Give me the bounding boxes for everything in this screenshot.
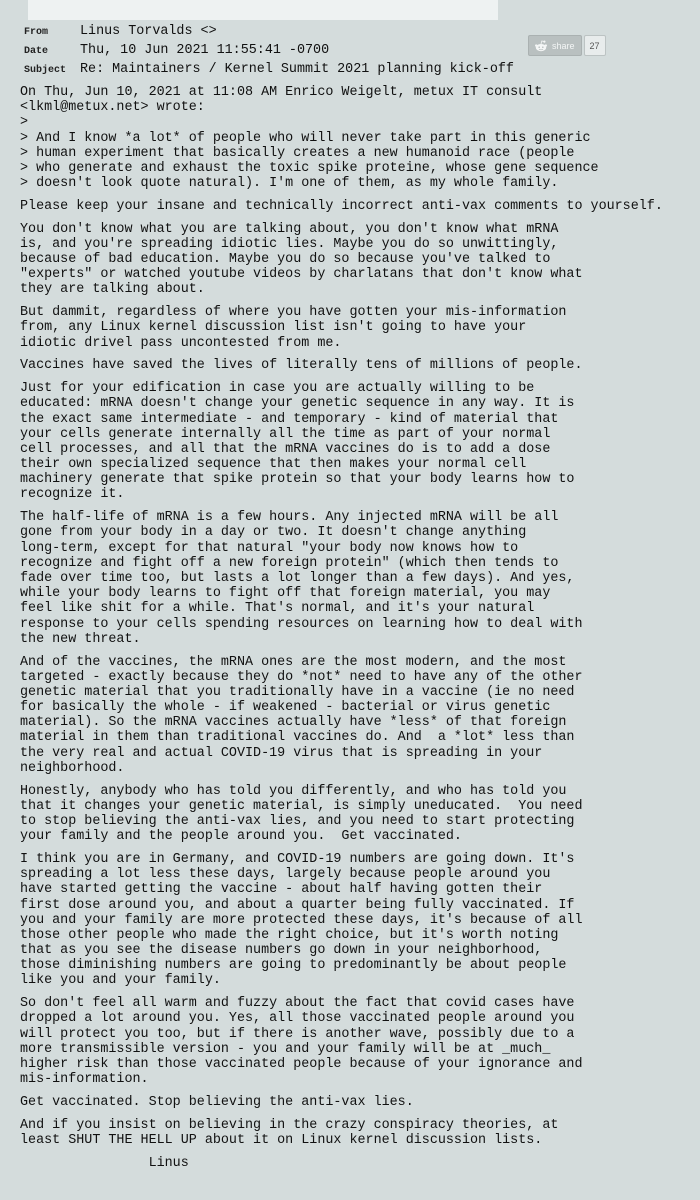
share-count: 27 <box>584 35 606 56</box>
body-line: genetic material that you traditionally have in a vaccine (ie no need <box>20 684 575 700</box>
body-line: You don't know what you are talking about, you don't know what mRNA <box>20 221 559 237</box>
paragraph <box>20 222 700 298</box>
body-line: educated: mRNA doesn't change your genetic sequence in any way. It is <box>20 396 575 412</box>
body-line: I think you are in Germany, and COVID-19 numbers are going down. It's <box>20 851 575 867</box>
body-line: first dose around you, and about a quarter being fully vaccinated. If <box>20 897 575 913</box>
body-line: material in them than traditional vaccines do. And a *lot* less than <box>20 730 575 746</box>
body-line: feel like shit for a while. That's normal, and it's your natural <box>20 601 535 617</box>
body-line: gone from your body in a day or two. It doesn't change anything <box>20 525 527 541</box>
paragraph <box>20 510 700 647</box>
body-line: long-term, except for that natural "your body now knows how to <box>20 540 519 556</box>
body-line: higher risk than those vaccinated people because of your ignorance and <box>20 1057 583 1072</box>
body-line: their own specialized sequence that then makes your normal cell <box>20 457 527 473</box>
body-line: recognize and fight off a new foreign protein" (which then tends to <box>20 555 559 571</box>
paragraph <box>20 996 700 1087</box>
body-line: the new threat. <box>20 631 141 647</box>
paragraph <box>20 784 700 845</box>
body-line: mis-information. <box>20 1072 149 1088</box>
header-subject <box>24 62 524 81</box>
body-line: to stop believing the anti-vax lies, and you need to start protecting <box>20 814 575 829</box>
body-line: those other people who made the right choice, but it's worth noting <box>20 927 559 943</box>
body-line: Get vaccinated. Stop believing the anti-vax lies. <box>20 1094 414 1110</box>
quote-line: > human experiment that basically creates a new humanoid race (people <box>20 145 575 161</box>
body-line: fade over time too, but lasts a lot longer than a few days). And yes, <box>20 571 575 586</box>
quote-line: > <box>20 115 29 131</box>
body-line: more transmissible version - you and your family will be at _much_ <box>20 1041 551 1057</box>
body-line: Please keep your insane and technically incorrect anti-vax comments to yourself. <box>20 198 663 214</box>
quote-line: <lkml@metux.net> wrote: <box>20 100 205 116</box>
body-line: that as you see the disease numbers go down in your neighborhood, <box>20 943 543 959</box>
signature <box>20 1156 700 1171</box>
body-line: Honestly, anybody who has told you differently, and who has told you <box>20 783 567 799</box>
paragraph <box>20 199 700 214</box>
header-subject-label: Subject <box>24 65 67 76</box>
body-line: will protect you too, but if there is another wave, possibly due to a <box>20 1026 575 1042</box>
body-line: idiotic drivel pass uncontested from me. <box>20 335 342 351</box>
body-line: that it changes your genetic material, is simply uneducated. You need <box>20 798 583 814</box>
body-line: from, any Linux kernel discussion list isn't going to have your <box>20 320 527 336</box>
body-line: But dammit, regardless of where you have gotten your mis-information <box>20 305 567 321</box>
quote-line: > doesn't look quote natural). I'm one of them, as my whole family. <box>20 176 559 192</box>
quote-line: > And I know *a lot* of people who will never take part in this generic <box>20 130 591 146</box>
body-line: Just for your edification in case you are actually willing to be <box>20 381 535 397</box>
paragraph <box>20 655 700 777</box>
body-line: spreading a lot less these days, largely because people around you <box>20 867 551 883</box>
body-line: they are talking about. <box>20 282 205 298</box>
paragraph <box>20 1118 700 1148</box>
paragraph <box>20 1095 700 1110</box>
body-line: least SHUT THE HELL UP about it on Linux kernel discussion lists. <box>20 1132 543 1148</box>
body-line: have started getting the vaccine - about half having gotten their <box>20 882 543 898</box>
quote-line: On Thu, Jun 10, 2021 at 11:08 AM Enrico Weigelt, metux IT consult <box>20 85 543 100</box>
body-line: And of the vaccines, the mRNA ones are the most modern, and the most <box>20 654 567 670</box>
body-line: targeted - exactly because they do *not* need to have any of the other <box>20 669 583 685</box>
body-line: while your body learns to fight off that foreign material, you may <box>20 586 551 602</box>
body-line: your cells generate internally all the time as part of your normal <box>20 426 551 442</box>
body-line: "experts" or watched youtube videos by charlatans that don't know what <box>20 267 583 283</box>
body-line: those diminishing numbers are going to predominantly be about people <box>20 958 567 974</box>
header-from <box>24 24 524 43</box>
paragraph <box>20 358 700 373</box>
header-date <box>24 43 524 62</box>
reddit-alien-icon <box>534 40 548 52</box>
body-line: the very real and actual COVID-19 virus that is spreading in your <box>20 745 543 761</box>
body-line: dropped a lot around you. Yes, all those vaccinated people around you <box>20 1011 575 1027</box>
body-line: for basically the whole - if weakened - bacterial or virus genetic <box>20 700 551 716</box>
body-line: cell processes, and all that the mRNA vaccines do is to add a dose <box>20 441 551 457</box>
paragraph <box>20 85 700 191</box>
body-line: The half-life of mRNA is a few hours. Any injected mRNA will be all <box>20 510 559 526</box>
paragraph <box>20 381 700 503</box>
body-line: your family and the people around you. Get vaccinated. <box>20 829 462 845</box>
paragraph <box>20 852 700 989</box>
body-line: And if you insist on believing in the crazy conspiracy theories, at <box>20 1117 559 1133</box>
body-line: material). So the mRNA vaccines actually have *less* of that foreign <box>20 715 567 731</box>
share-button[interactable] <box>528 35 582 56</box>
body-line: So don't feel all warm and fuzzy about the fact that covid cases have <box>20 996 575 1012</box>
body-line: response to your cells spending resources on learning how to deal with <box>20 616 583 632</box>
signature-name: Linus <box>148 1155 189 1171</box>
top-bar <box>28 0 498 20</box>
body-line: is, and you're spreading idiotic lies. Maybe you do so unwittingly, <box>20 236 559 252</box>
quote-line: > who generate and exhaust the toxic spike proteine, whose gene sequence <box>20 160 599 176</box>
header-from-label: From <box>24 27 49 38</box>
share-label: share <box>552 40 575 51</box>
body-line: neighborhood. <box>20 760 125 776</box>
body-line: like you and your family. <box>20 973 221 989</box>
body-line: machinery generate that spike protein so that your body learns how to <box>20 472 575 488</box>
message-headers <box>24 24 524 81</box>
body-line: the exact same intermediate - and temporary - kind of material that <box>20 411 559 427</box>
message-body <box>20 85 700 1171</box>
header-from-value: Linus Torvalds <> <box>80 24 217 39</box>
body-line: recognize it. <box>20 487 125 503</box>
body-line: Vaccines have saved the lives of literally tens of millions of people. <box>20 358 583 374</box>
body-line: you and your family are more protected these days, it's because of all <box>20 912 583 928</box>
reddit-share-widget <box>528 35 606 56</box>
header-subject-value: Re: Maintainers / Kernel Summit 2021 planning kick-off <box>80 62 514 77</box>
header-date-label: Date <box>24 46 49 57</box>
body-line: because of bad education. Maybe you do so because you've talked to <box>20 252 551 268</box>
header-date-value: Thu, 10 Jun 2021 11:55:41 -0700 <box>80 43 330 58</box>
paragraph <box>20 305 700 351</box>
